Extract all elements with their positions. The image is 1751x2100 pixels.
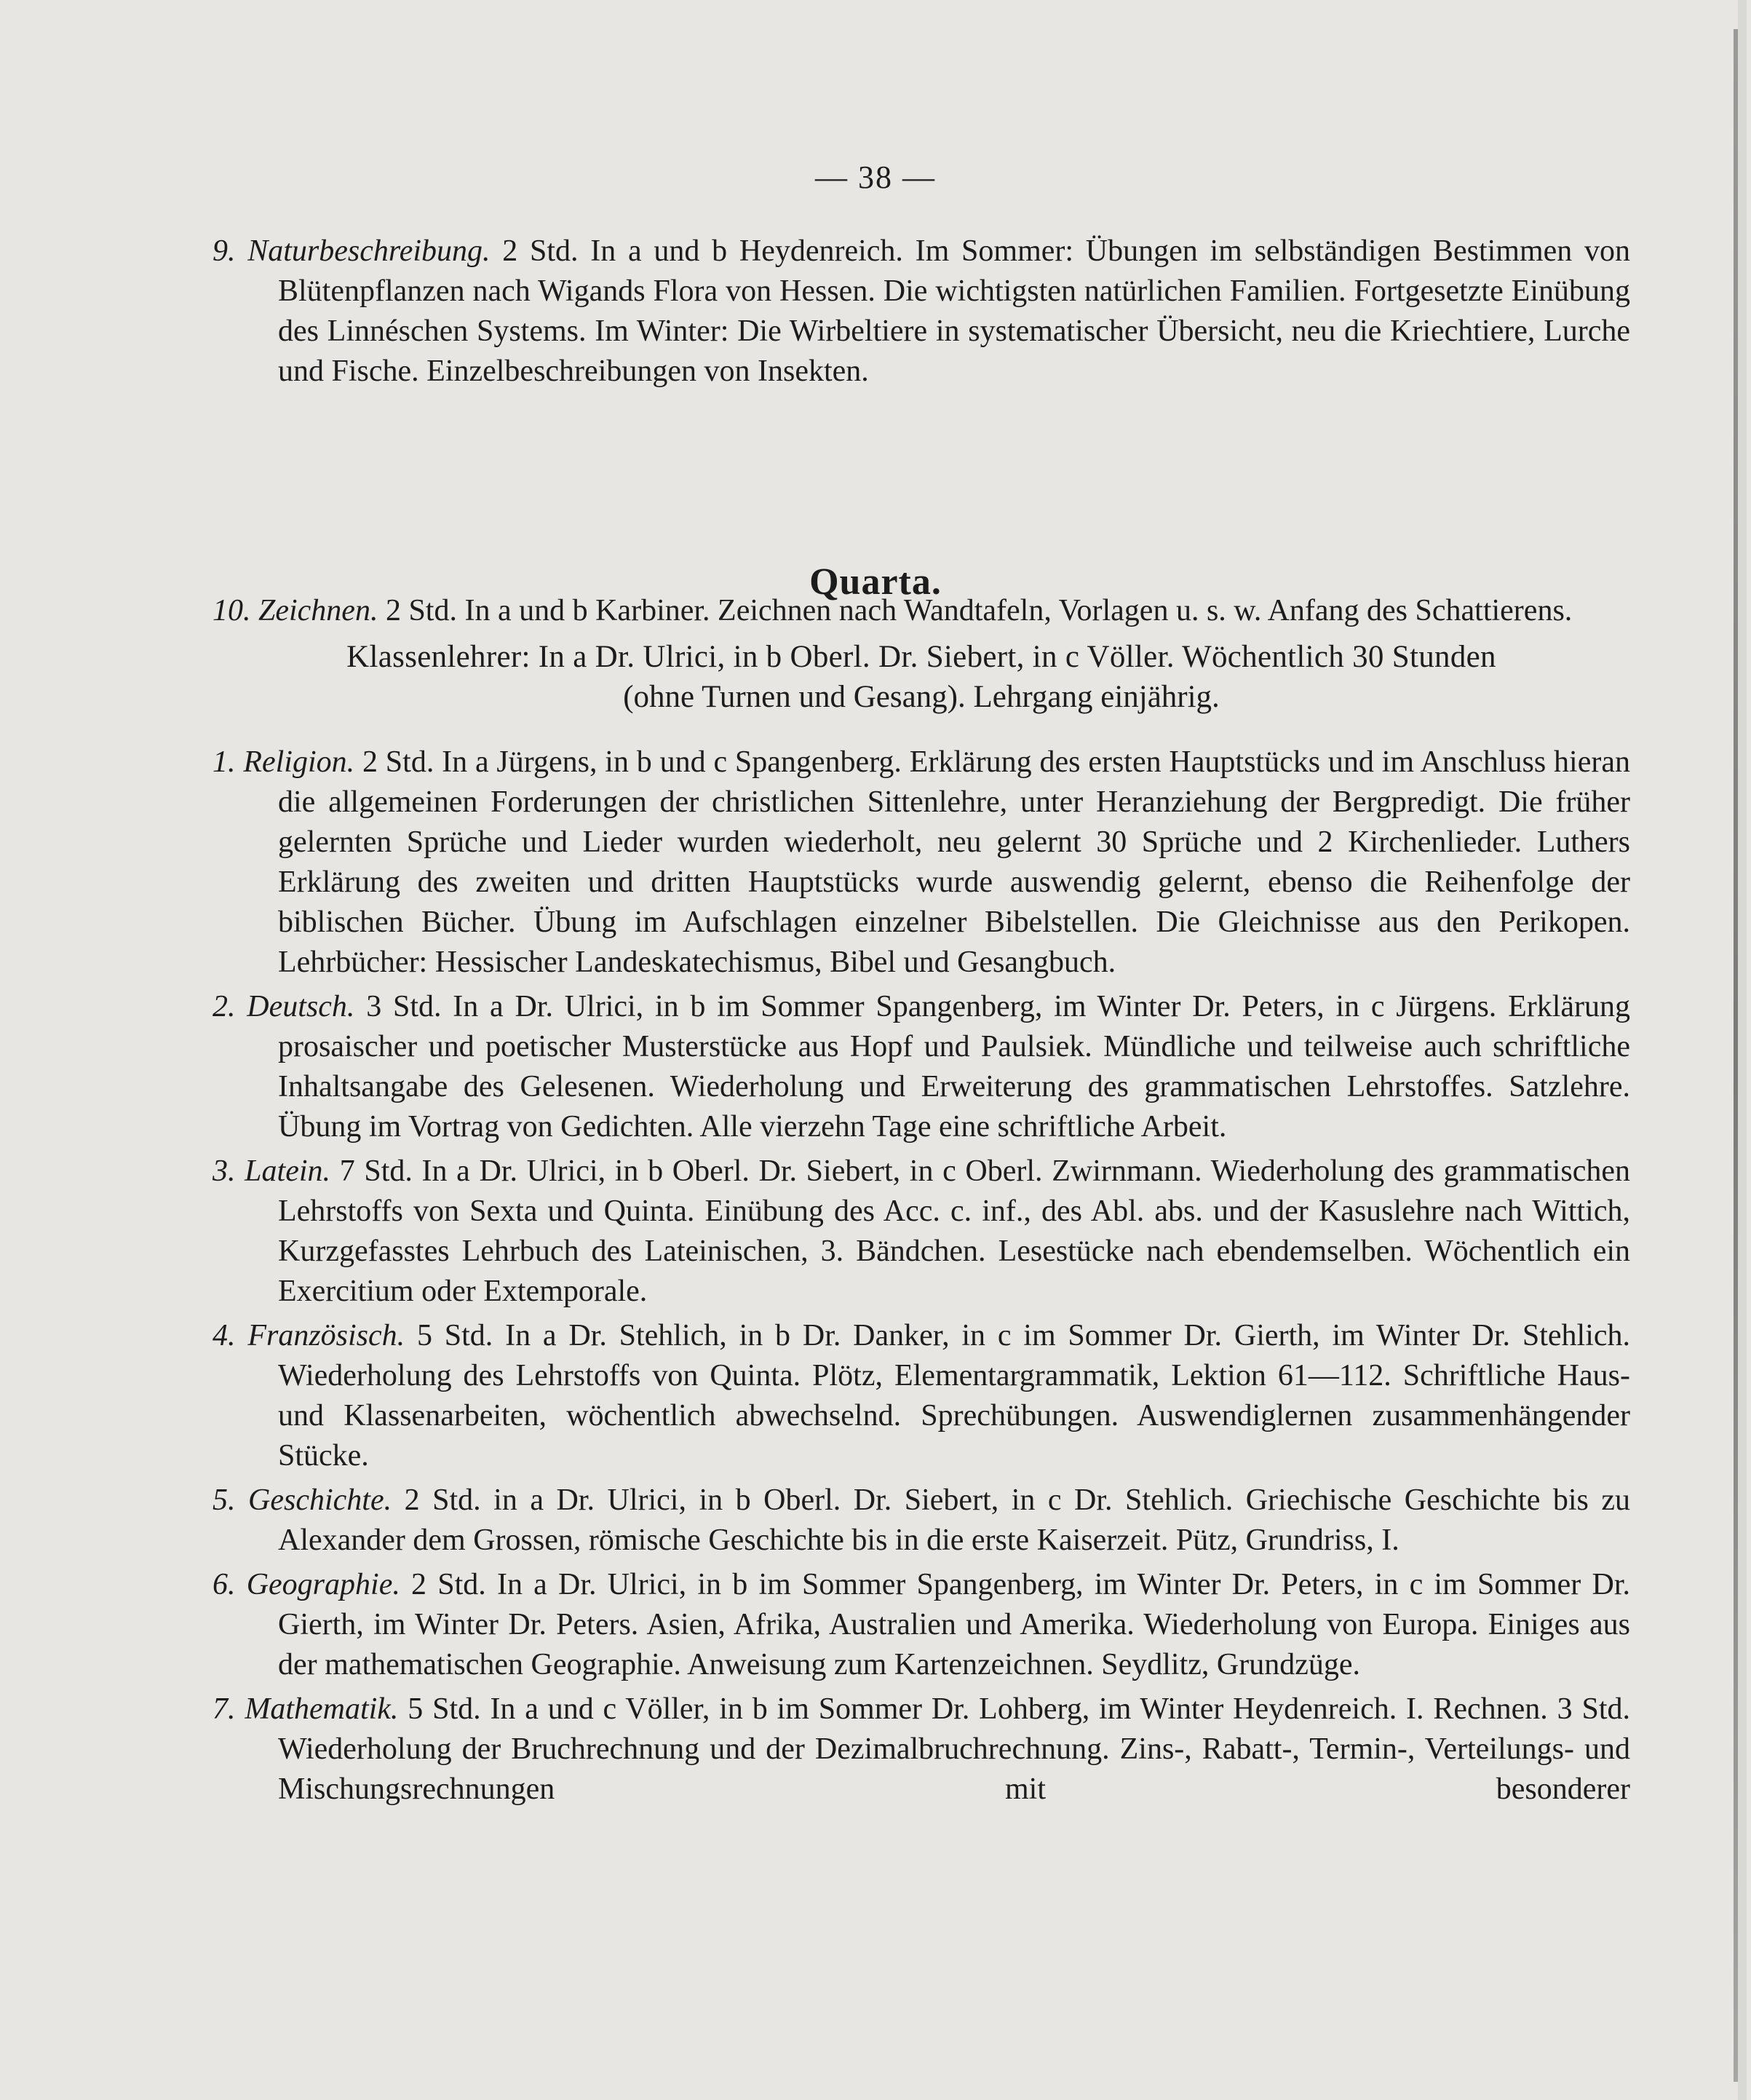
- item-subject: Zeichnen.: [258, 594, 378, 627]
- list-item: [213, 1481, 1631, 1561]
- item-subject: Naturbeschreibung.: [247, 234, 491, 268]
- list-item: [213, 742, 1630, 983]
- item-text: 2 Std. In a und b Heydenreich. Im Sommer: Übungen im selbständigen Bestimmen von Blütenpflanzen nach Wigands Flora von Hessen. Die wichtigsten natürlichen Familien. Fortgesetzte Einübung des Linnéschen Systems. Im Winter: Die Wirbeltiere in systematischer Übersicht, neu die Kriechtiere, Lurche und Fische. Einzelbeschreibungen von Insekten.: [278, 234, 1631, 388]
- item-number: 3.: [213, 1154, 236, 1188]
- item-number: 6.: [213, 1568, 236, 1601]
- page-edge-shadow: [1738, 0, 1747, 2100]
- list-item: [213, 1152, 1631, 1312]
- item-subject: Geographie.: [246, 1568, 400, 1601]
- item-text: 2 Std. In a Jürgens, in b und c Spangenberg. Erklärung des ersten Hauptstücks und im Anschluss hieran die allgemeinen Forderungen der christlichen Sittenlehre, unter Heranziehung der Bergpredigt. Die früher gelernten Sprüche und Lieder wurden wiederholt, neu gelernt 30 Sprüche und 2 Kirchenlieder. Luthers Erklärung des zweiten und dritten Hauptstücks wurde auswendig gelernt, ebenso die Reihenfolge der biblischen Bücher. Übung im Aufschlagen einzelner Bibelstellen. Die Gleichnisse aus den Perikopen. Lehrbücher: Hessischer Landeskatechismus, Bibel und Gesangbuch.: [278, 745, 1630, 979]
- item-number: 4.: [213, 1319, 236, 1352]
- item-text: 2 Std. In a und b Karbiner. Zeichnen nach Wandtafeln, Vorlagen u. s. w. Anfang des Schattierens.: [385, 594, 1573, 627]
- item-subject: Latein.: [245, 1154, 331, 1188]
- item-naturbeschreibung: [213, 231, 1630, 392]
- item-number: 5.: [213, 1483, 236, 1517]
- item-number: 2.: [213, 990, 236, 1023]
- item-text: 5 Std. In a und c Völler, in b im Sommer Dr. Lohberg, im Winter Heydenreich. I. Rechnen. 3 Std. Wiederholung der Bruchrechnung und der Dezimalbruchrechnung. Zins-, Rabatt-, Termin-, Verteilungs- und Mischungsrechnungen mit besonderer: [278, 1692, 1630, 1806]
- page-edge-line: [1734, 29, 1738, 2082]
- item-number: 9.: [213, 234, 236, 268]
- section-title: Quarta.: [809, 561, 942, 603]
- subject-list: [213, 742, 1630, 1814]
- class-teacher-line-2: (ohne Turnen und Gesang). Lehrgang einjährig.: [623, 680, 1220, 714]
- list-item: [213, 1316, 1631, 1476]
- class-teacher-info: [213, 637, 1630, 717]
- item-subject: Geschichte.: [248, 1483, 392, 1517]
- item-subject: Deutsch.: [247, 990, 355, 1023]
- item-text: 3 Std. In a Dr. Ulrici, in b im Sommer Spangenberg, im Winter Dr. Peters, in c Jürgens. Erklärung prosaischer und poetischer Musterstücke aus Hopf und Paulsiek. Mündliche und teilweise auch schriftliche Inhaltsangabe des Gelesenen. Wiederholung und Erweiterung des grammatischen Lehrstoffes. Satzlehre. Übung im Vortrag von Gedichten. Alle vierzehn Tage eine schriftliche Arbeit.: [278, 990, 1631, 1144]
- list-item: [213, 1565, 1630, 1685]
- item-text: 2 Std. In a Dr. Ulrici, in b im Sommer Spangenberg, im Winter Dr. Peters, in c im Sommer Dr. Gierth, im Winter Dr. Peters. Asien, Afrika, Australien und Amerika. Wiederholung von Europa. Einiges aus der mathematischen Geographie. Anweisung zum Kartenzeichnen. Seydlitz, Grundzüge.: [278, 1568, 1630, 1681]
- item-text: 7 Std. In a Dr. Ulrici, in b Oberl. Dr. Siebert, in c Oberl. Zwirnmann. Wiederholung des grammatischen Lehrstoffs von Sexta und Quinta. Einübung des Acc. c. inf., des Abl. abs. und der Kasuslehre nach Wittich, Kurzgefasstes Lehrbuch des Lateinischen, 3. Bändchen. Lesestücke nach ebendemselben. Wöchentlich ein Exercitium oder Extemporale.: [278, 1154, 1631, 1308]
- item-number: 10.: [213, 594, 251, 627]
- list-item: [213, 987, 1631, 1147]
- item-subject: Religion.: [243, 745, 355, 779]
- item-number: 1.: [213, 745, 236, 779]
- class-teacher-line-1: Klassenlehrer: In a Dr. Ulrici, in b Oberl. Dr. Siebert, in c Völler. Wöchentlich 30 Stunden: [346, 640, 1496, 674]
- item-text: 2 Std. in a Dr. Ulrici, in b Oberl. Dr. Siebert, in c Dr. Stehlich. Griechische Geschichte bis zu Alexander dem Grossen, römische Geschichte bis in die erste Kaiserzeit. Pütz, Grundriss, I.: [278, 1483, 1631, 1557]
- list-item: [213, 1689, 1630, 1810]
- item-text: 5 Std. In a Dr. Stehlich, in b Dr. Danker, in c im Sommer Dr. Gierth, im Winter Dr. Stehlich. Wiederholung des Lehrstoffs von Quinta. Plötz, Elementargrammatik, Lektion 61—112. Schriftliche Haus- und Klassenarbeiten, wöchentlich abwechselnd. Sprechübungen. Auswendiglernen zusammenhängender Stücke.: [278, 1319, 1631, 1473]
- page-number: — 38 —: [815, 159, 936, 195]
- item-subject: Französisch.: [247, 1319, 405, 1352]
- item-number: 7.: [213, 1692, 236, 1726]
- item-subject: Mathematik.: [245, 1692, 399, 1726]
